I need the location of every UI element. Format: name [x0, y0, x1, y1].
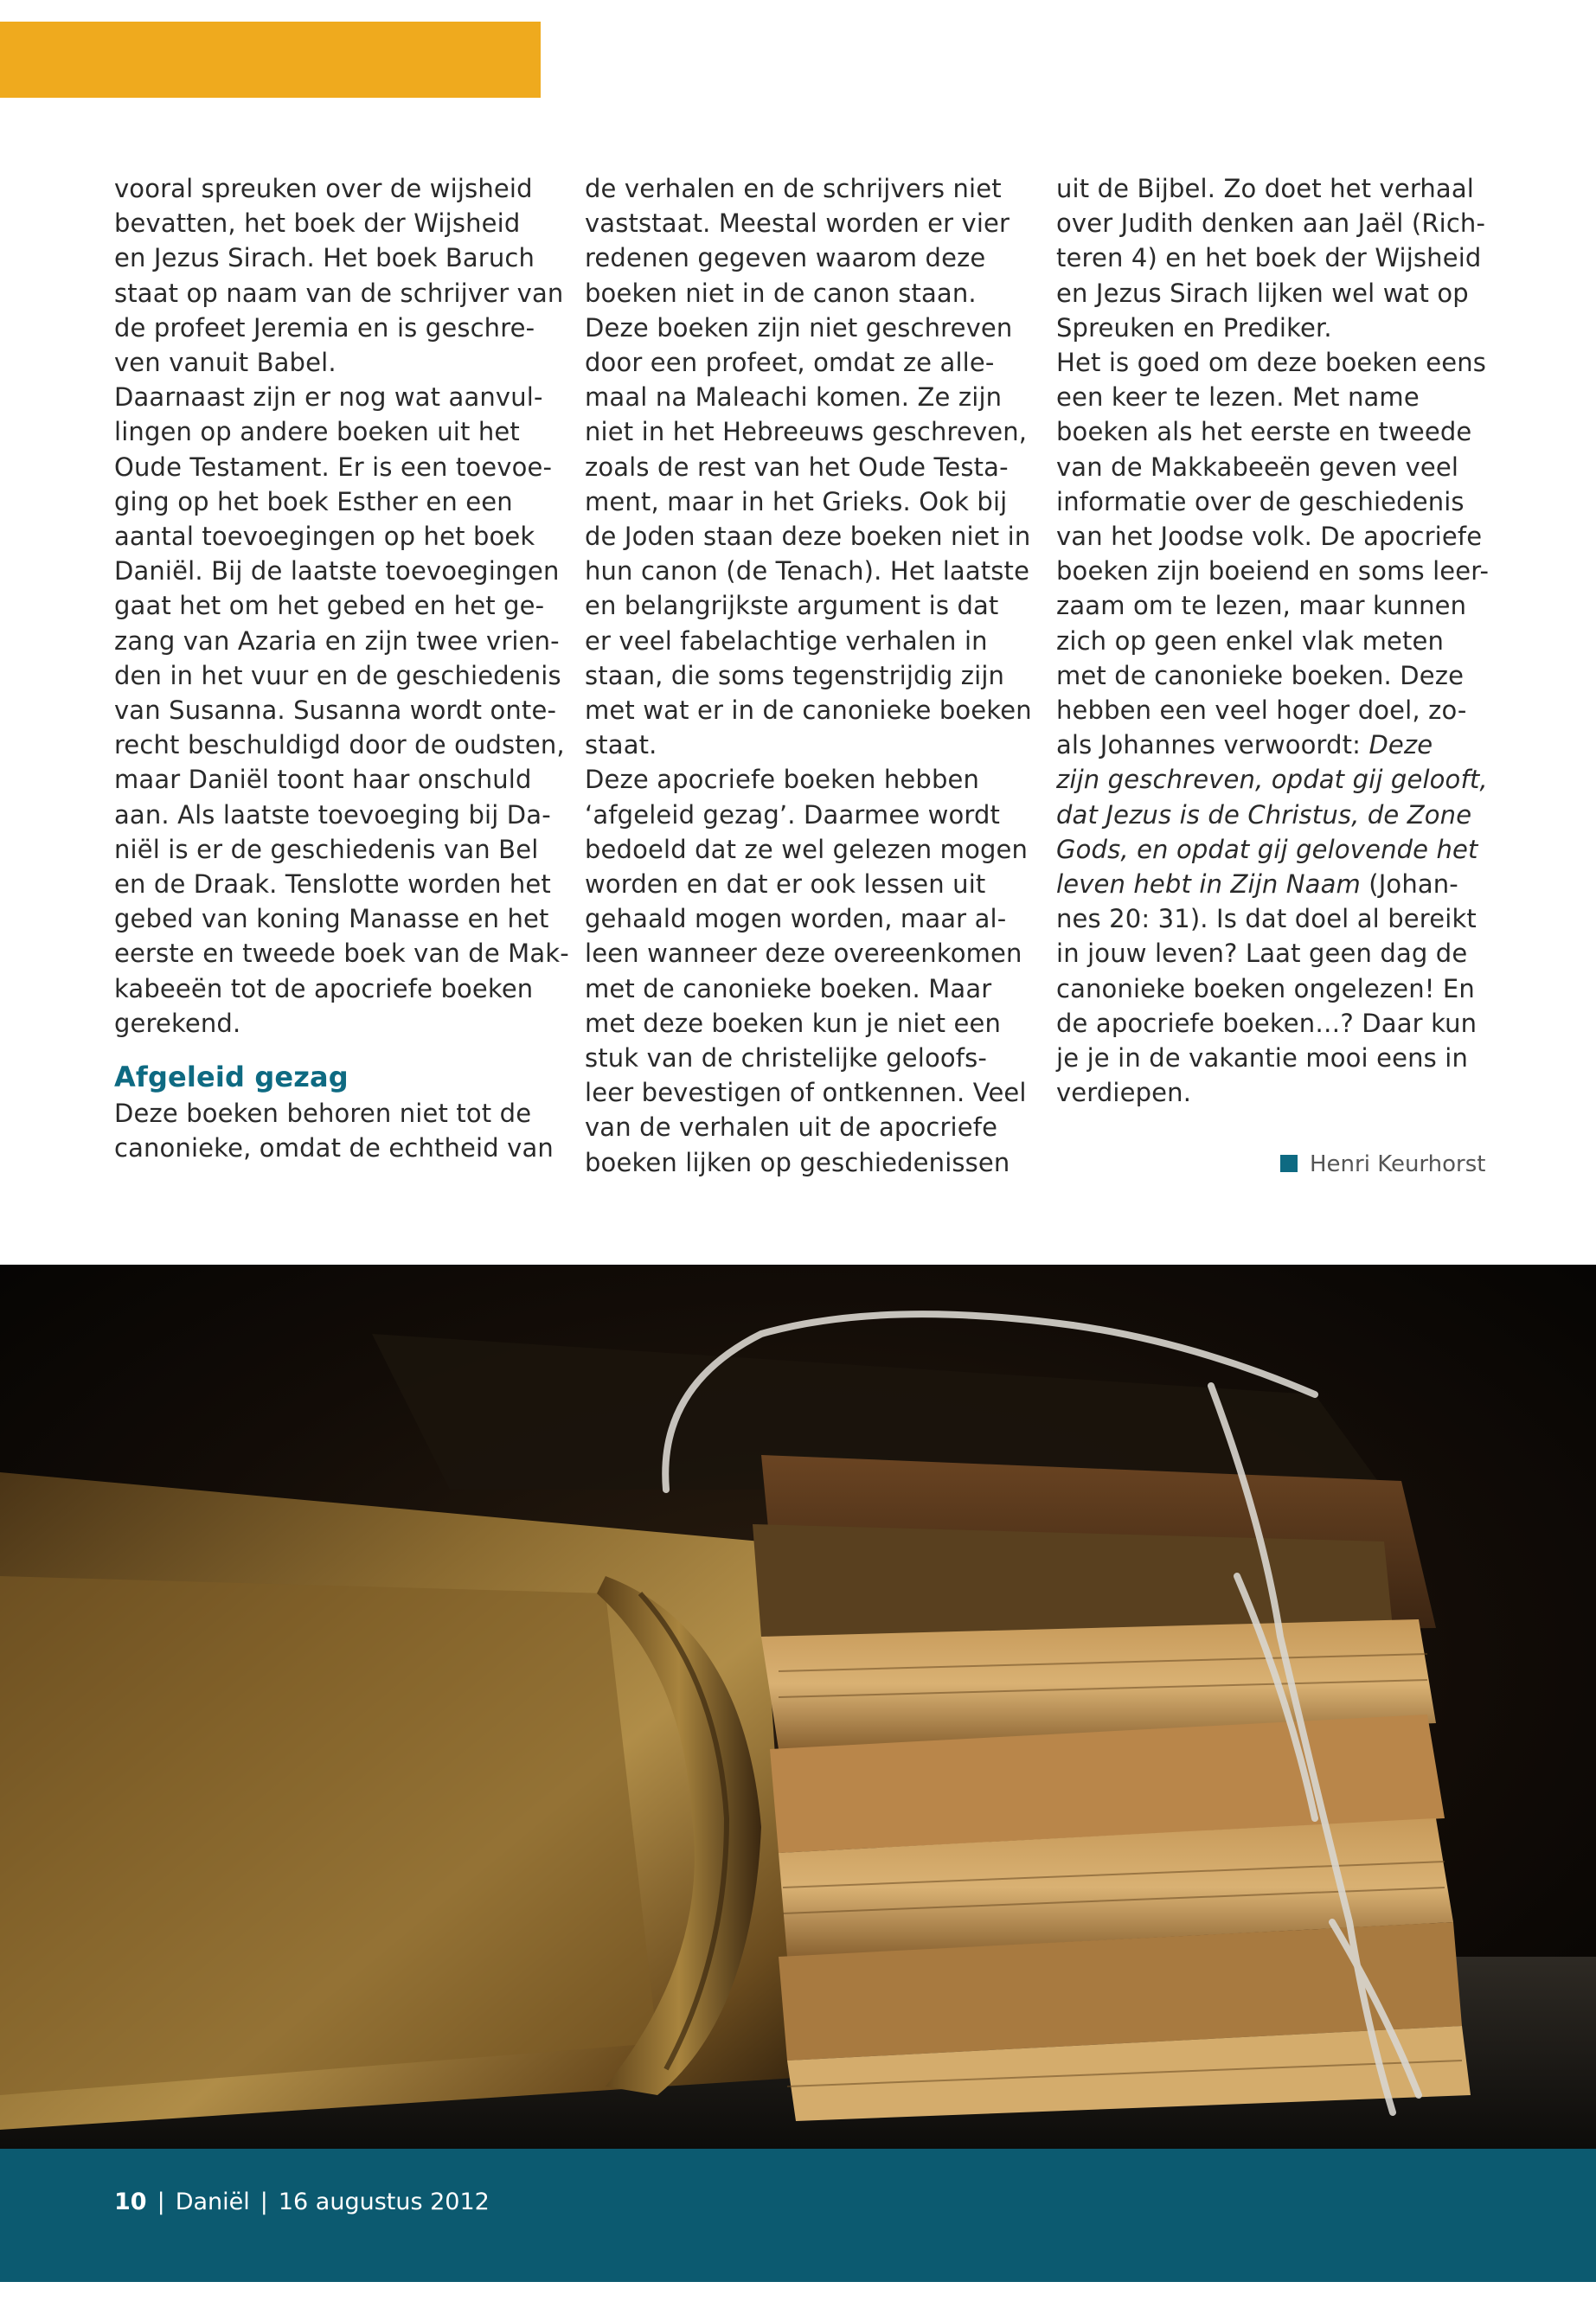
text-line: ment, maar in het Grieks. Ook bij: [585, 486, 1008, 516]
text-line: vaststaat. Meestal worden er vier: [585, 208, 1010, 239]
text-line: ‘afgeleid gezag’. Daarmee wordt: [585, 799, 1001, 830]
text-line: in jouw leven? Laat geen dag de: [1056, 939, 1468, 969]
text-line: niël is er de geschiedenis van Bel: [114, 834, 539, 864]
section-heading: Afgeleid gezag: [114, 1061, 349, 1094]
text-line: aantal toevoegingen op het boek: [114, 522, 535, 552]
text-line: redenen gegeven waarom deze: [585, 243, 986, 273]
text-line: met wat er in de canonieke boeken: [585, 695, 1032, 726]
text-line: nes 20: 31). Is dat doel al bereikt: [1056, 904, 1477, 934]
text-line: en de Draak. Tenslotte worden het: [114, 869, 551, 900]
text-line: zang van Azaria en zijn twee vrien-: [114, 625, 560, 656]
text-line: met de canonieke boeken. Maar: [585, 973, 992, 1003]
footer-info: [114, 2187, 490, 2218]
text-line: Daniël. Bij de laatste toevoegingen: [114, 556, 560, 586]
author-name: Henri Keurhorst: [1310, 1151, 1486, 1177]
text-line: informatie over de geschiedenis: [1056, 486, 1465, 516]
quote-line: [1056, 727, 1487, 762]
text-line: Deze boeken zijn niet geschreven: [585, 312, 1013, 343]
author-byline: [1280, 1149, 1485, 1180]
footer-separator: |: [260, 2189, 268, 2215]
text-line: van Susanna. Susanna wordt onte-: [114, 695, 557, 726]
text-line: uit de Bijbel. Zo doet het verhaal: [1056, 174, 1474, 203]
text-line: den in het vuur en de geschiedenis: [114, 660, 561, 690]
text-line: recht beschuldigd door de oudsten,: [114, 730, 565, 760]
text-line: gebed van koning Manasse en het: [114, 904, 549, 934]
text-line: staat op naam van de schrijver van: [114, 278, 564, 308]
issue-date: 16 augustus 2012: [278, 2189, 490, 2215]
text-line: aan. Als laatste toevoeging bij Da-: [114, 799, 551, 830]
text-line: lingen op andere boeken uit het: [114, 417, 520, 447]
quote-text: Gods, en opdat gij gelovende het: [1056, 834, 1478, 864]
text-line: teren 4) en het boek der Wijsheid: [1056, 243, 1482, 273]
text-line: door een profeet, omdat ze alle-: [585, 348, 995, 378]
text-line: gehaald mogen worden, maar al-: [585, 904, 1007, 934]
text-line: zoals de rest van het Oude Testa-: [585, 452, 1009, 482]
text-line: kabeeën tot de apocriefe boeken: [114, 973, 534, 1003]
text-line: hun canon (de Tenach). Het laatste: [585, 556, 1030, 586]
text-line: ven vanuit Babel.: [114, 348, 337, 378]
text-line: Spreuken en Prediker.: [1056, 312, 1332, 343]
text-line: een keer te lezen. Met name: [1056, 382, 1420, 413]
column-3-closing: [1056, 901, 1487, 1110]
text-line: Daarnaast zijn er nog wat aanvul-: [114, 382, 543, 413]
text-line: canonieke boeken ongelezen! En: [1056, 973, 1475, 1003]
magazine-name: Daniël: [175, 2189, 250, 2215]
text-line: de Joden staan deze boeken niet in: [585, 522, 1031, 552]
text-line: en Jezus Sirach. Het boek Baruch: [114, 243, 535, 273]
page-footer: [0, 2149, 1596, 2282]
text-line: eerste en tweede boek van de Mak-: [114, 939, 569, 969]
quote-text: leven hebt in Zijn Naam: [1056, 869, 1361, 900]
text-line: boeken niet in de canon staan.: [585, 278, 977, 308]
text-line: bedoeld dat ze wel gelezen mogen: [585, 834, 1029, 864]
column-1-section-text: [114, 1096, 554, 1165]
bible-quote: [1056, 762, 1487, 867]
quote-text: zijn geschreven, opdat gij gelooft,: [1056, 765, 1488, 795]
text-line: de profeet Jeremia en is geschre-: [114, 312, 535, 343]
text-line: over Judith denken aan Jaël (Rich-: [1056, 208, 1486, 239]
text-line: Oude Testament. Er is een toevoe-: [114, 452, 553, 482]
photo-old-books: [0, 1265, 1596, 2149]
text-line: van de Makkabeeën geven veel: [1056, 452, 1459, 482]
text-line: vooral spreuken over de wijsheid: [114, 174, 533, 203]
text-line: de verhalen en de schrijvers niet: [585, 174, 1002, 203]
quote-reference: (Johan-: [1360, 869, 1458, 900]
page-number: 10: [114, 2189, 147, 2215]
text-column-1: [114, 171, 569, 1165]
text-line: boeken zijn boeiend en soms leer-: [1056, 556, 1490, 586]
text-line: hebben een veel hoger doel, zo-: [1056, 695, 1467, 726]
text-line: gaat het om het gebed en het ge-: [114, 591, 545, 621]
text-line: Deze apocriefe boeken hebben: [585, 765, 980, 795]
footer-separator: |: [157, 2189, 165, 2215]
text-line: leer bevestigen of ontkennen. Veel: [585, 1078, 1027, 1108]
text-line: stuk van de christelijke geloofs-: [585, 1043, 988, 1074]
text-line: bevatten, het boek der Wijsheid: [114, 208, 521, 239]
text-line: en Jezus Sirach lijken wel wat op: [1056, 278, 1469, 308]
text-line: gerekend.: [114, 1008, 241, 1038]
text-line: de apocriefe boeken…? Daar kun: [1056, 1008, 1477, 1038]
text-column-3: [1056, 171, 1490, 1110]
quote-line: [1056, 867, 1487, 901]
text-line: leen wanneer deze overeenkomen: [585, 939, 1022, 969]
text-line: zich op geen enkel vlak meten: [1056, 625, 1445, 656]
text-line: worden en dat er ook lessen uit: [585, 869, 986, 900]
text-line: er veel fabelachtige verhalen in: [585, 625, 988, 656]
text-line: ging op het boek Esther en een: [114, 486, 513, 516]
text-line: staat.: [585, 730, 657, 760]
text-line: verdiepen.: [1056, 1078, 1192, 1108]
column-1-paragraphs: [114, 171, 569, 1041]
text-line: maar Daniël toont haar onschuld: [114, 765, 532, 795]
text-line: en belangrijkste argument is dat: [585, 591, 999, 621]
text-line: boeken lijken op geschiedenissen: [585, 1147, 1010, 1177]
text-line: van de verhalen uit de apocriefe: [585, 1112, 998, 1143]
quote-intro: als Johannes verwoordt:: [1056, 730, 1369, 760]
text-line: met de canonieke boeken. Deze: [1056, 660, 1465, 690]
quote-text: Deze: [1368, 730, 1433, 760]
text-line: met deze boeken kun je niet een: [585, 1008, 1001, 1038]
text-line: maal na Maleachi komen. Ze zijn: [585, 382, 1003, 413]
text-line: niet in het Hebreeuws geschreven,: [585, 417, 1028, 447]
accent-bar: [0, 22, 541, 98]
text-line: zaam om te lezen, maar kunnen: [1056, 591, 1467, 621]
text-line: boeken als het eerste en tweede: [1056, 417, 1472, 447]
column-2-paragraphs: [585, 171, 1032, 1180]
text-line: canonieke, omdat de echtheid van: [114, 1133, 554, 1163]
column-3-paragraphs: [1056, 171, 1490, 727]
text-line: je je in de vakantie mooi eens in: [1056, 1043, 1469, 1074]
text-line: van het Joodse volk. De apocriefe: [1056, 522, 1483, 552]
text-line: staan, die soms tegenstrijdig zijn: [585, 660, 1005, 690]
text-column-2: [585, 171, 1032, 1180]
square-bullet-icon: [1280, 1155, 1298, 1172]
quote-text: dat Jezus is de Christus, de Zone: [1056, 799, 1472, 830]
text-line: Het is goed om deze boeken eens: [1056, 348, 1486, 378]
text-line: Deze boeken behoren niet tot de: [114, 1099, 532, 1129]
